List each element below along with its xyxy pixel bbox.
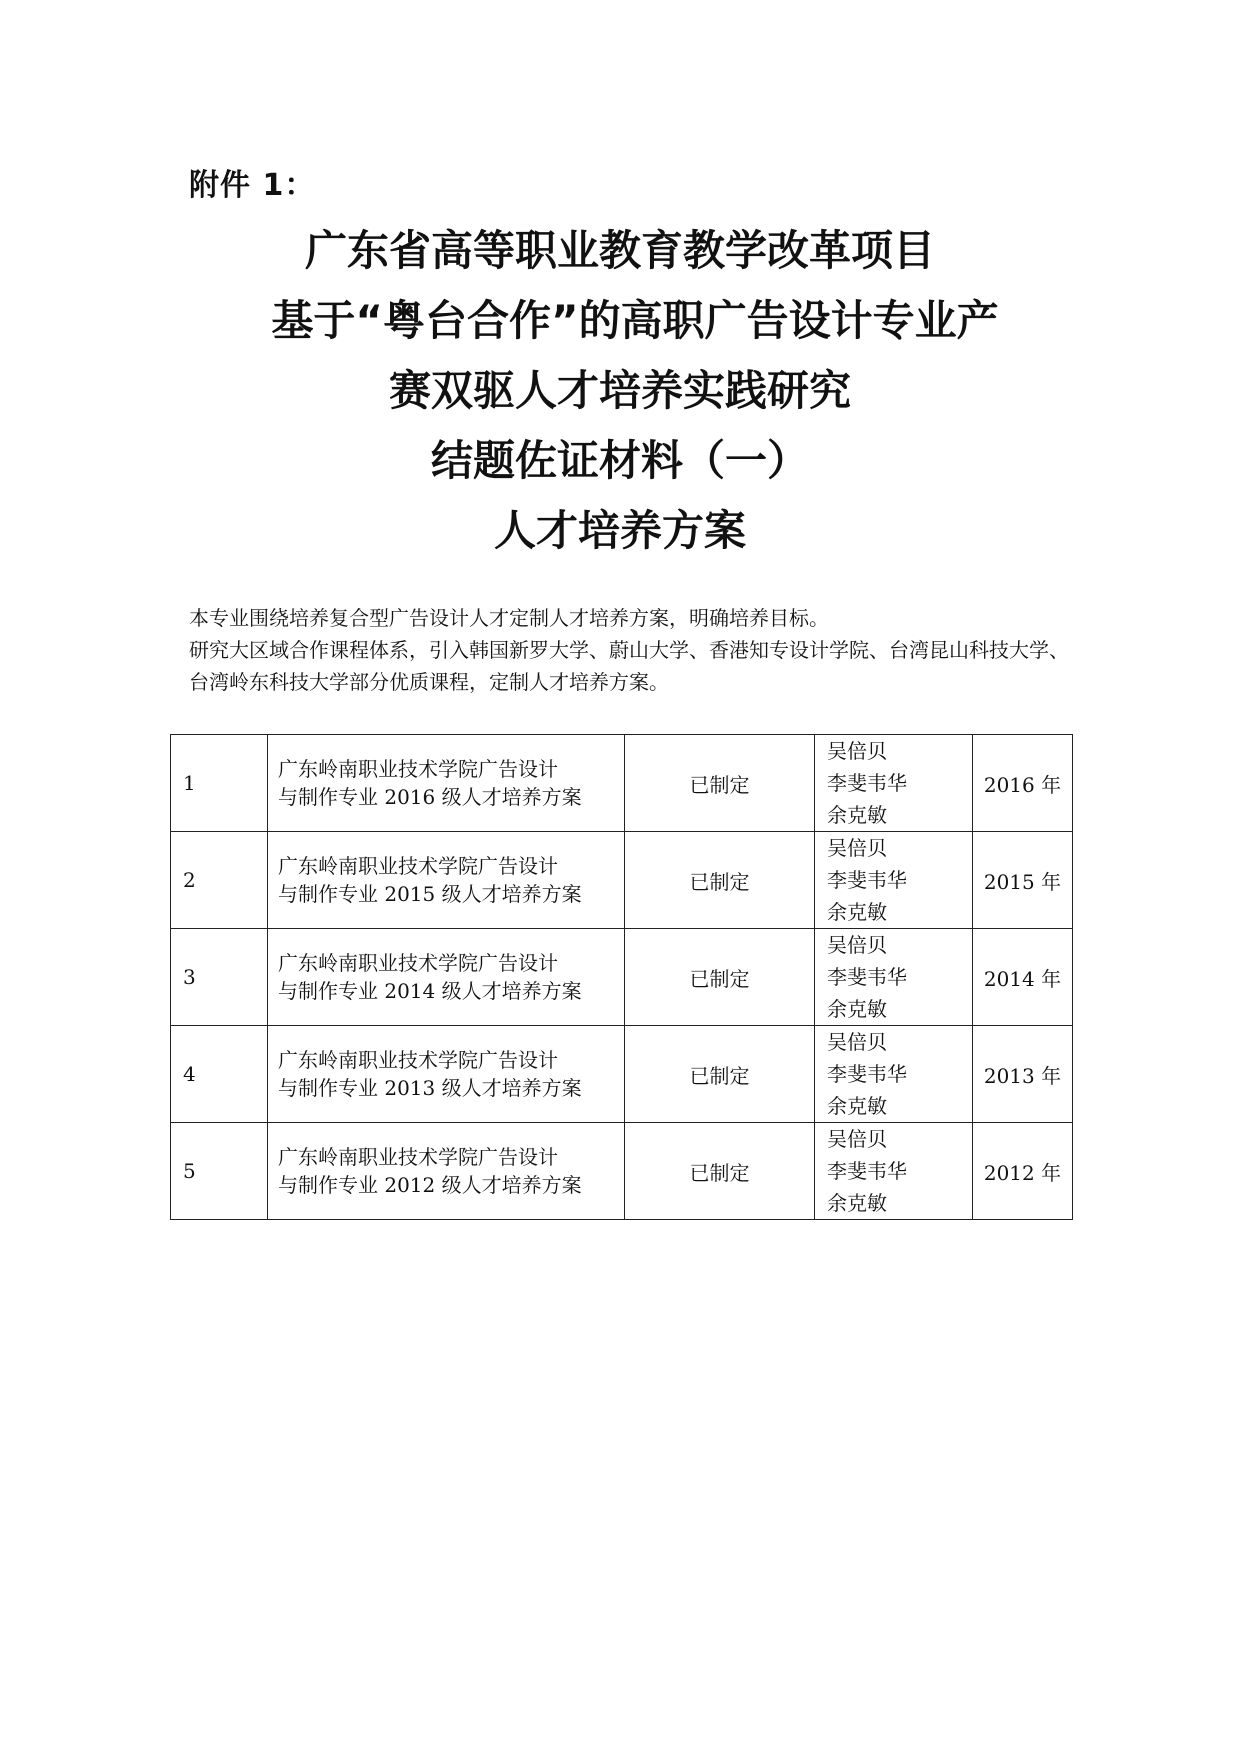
title-line-2: 基于“粤台合作”的高职广告设计专业产 xyxy=(271,296,999,345)
people-cell xyxy=(815,735,973,832)
person-name: 余克敏 xyxy=(827,803,887,827)
intro-paragraph-1: 本专业围绕培养复合型广告设计人才定制人才培养方案，明确培养目标。 xyxy=(189,606,829,630)
title-line-3: 赛双驱人才培养实践研究 xyxy=(388,366,851,415)
row-number: 5 xyxy=(171,1123,268,1220)
status-cell: 已制定 xyxy=(625,929,815,1026)
plan-name xyxy=(268,735,625,832)
plan-name xyxy=(268,929,625,1026)
title-line-5: 人才培养方案 xyxy=(493,506,746,555)
year-cell: 2016 年 xyxy=(973,735,1073,832)
materials-table xyxy=(170,734,1073,1220)
plan-name-line-2: 与制作专业 2014 级人才培养方案 xyxy=(278,979,582,1003)
plan-name-line-1: 广东岭南职业技术学院广告设计 xyxy=(278,1145,558,1169)
table-row xyxy=(171,1026,1073,1123)
plan-name-line-1: 广东岭南职业技术学院广告设计 xyxy=(278,854,558,878)
plan-name-line-1: 广东岭南职业技术学院广告设计 xyxy=(278,1048,558,1072)
person-name: 吴倍贝 xyxy=(827,1030,887,1054)
person-name: 李斐韦华 xyxy=(827,1062,907,1086)
plan-name xyxy=(268,1123,625,1220)
table-row xyxy=(171,735,1073,832)
plan-name-line-2: 与制作专业 2013 级人才培养方案 xyxy=(278,1076,582,1100)
people-cell xyxy=(815,1026,973,1123)
year-cell: 2012 年 xyxy=(973,1123,1073,1220)
row-number: 4 xyxy=(171,1026,268,1123)
title-line-1: 广东省高等职业教育教学改革项目 xyxy=(304,226,935,275)
person-name: 余克敏 xyxy=(827,900,887,924)
status-cell: 已制定 xyxy=(625,1123,815,1220)
person-name: 李斐韦华 xyxy=(827,868,907,892)
person-name: 吴倍贝 xyxy=(827,1127,887,1151)
people-cell xyxy=(815,1123,973,1220)
person-name: 余克敏 xyxy=(827,997,887,1021)
table-row xyxy=(171,1123,1073,1220)
people-cell xyxy=(815,832,973,929)
person-name: 李斐韦华 xyxy=(827,1159,907,1183)
year-cell: 2015 年 xyxy=(973,832,1073,929)
plan-name xyxy=(268,1026,625,1123)
table-row xyxy=(171,832,1073,929)
plan-name xyxy=(268,832,625,929)
status-cell: 已制定 xyxy=(625,832,815,929)
plan-name-line-1: 广东岭南职业技术学院广告设计 xyxy=(278,951,558,975)
plan-name-line-2: 与制作专业 2016 级人才培养方案 xyxy=(278,785,582,809)
person-name: 李斐韦华 xyxy=(827,771,907,795)
year-cell: 2013 年 xyxy=(973,1026,1073,1123)
year-cell: 2014 年 xyxy=(973,929,1073,1026)
plan-name-line-1: 广东岭南职业技术学院广告设计 xyxy=(278,757,558,781)
person-name: 李斐韦华 xyxy=(827,965,907,989)
status-cell: 已制定 xyxy=(625,1026,815,1123)
title-line-4: 结题佐证材料（一） xyxy=(430,436,809,485)
people-cell xyxy=(815,929,973,1026)
intro-paragraph-2: 研究大区域合作课程体系，引入韩国新罗大学、蔚山大学、香港知专设计学院、台湾昆山科技大学、台湾岭东科技大学部分优质课程，定制人才培养方案。 xyxy=(189,638,1069,694)
person-name: 吴倍贝 xyxy=(827,933,887,957)
person-name: 吴倍贝 xyxy=(827,836,887,860)
row-number: 3 xyxy=(171,929,268,1026)
plan-name-line-2: 与制作专业 2015 级人才培养方案 xyxy=(278,882,582,906)
person-name: 余克敏 xyxy=(827,1191,887,1215)
row-number: 1 xyxy=(171,735,268,832)
row-number: 2 xyxy=(171,832,268,929)
document-title xyxy=(0,216,1240,566)
status-cell: 已制定 xyxy=(625,735,815,832)
attachment-label: 附件 1： xyxy=(189,168,316,203)
plan-name-line-2: 与制作专业 2012 级人才培养方案 xyxy=(278,1173,582,1197)
table-row xyxy=(171,929,1073,1026)
person-name: 余克敏 xyxy=(827,1094,887,1118)
person-name: 吴倍贝 xyxy=(827,739,887,763)
intro-text xyxy=(189,602,1069,698)
